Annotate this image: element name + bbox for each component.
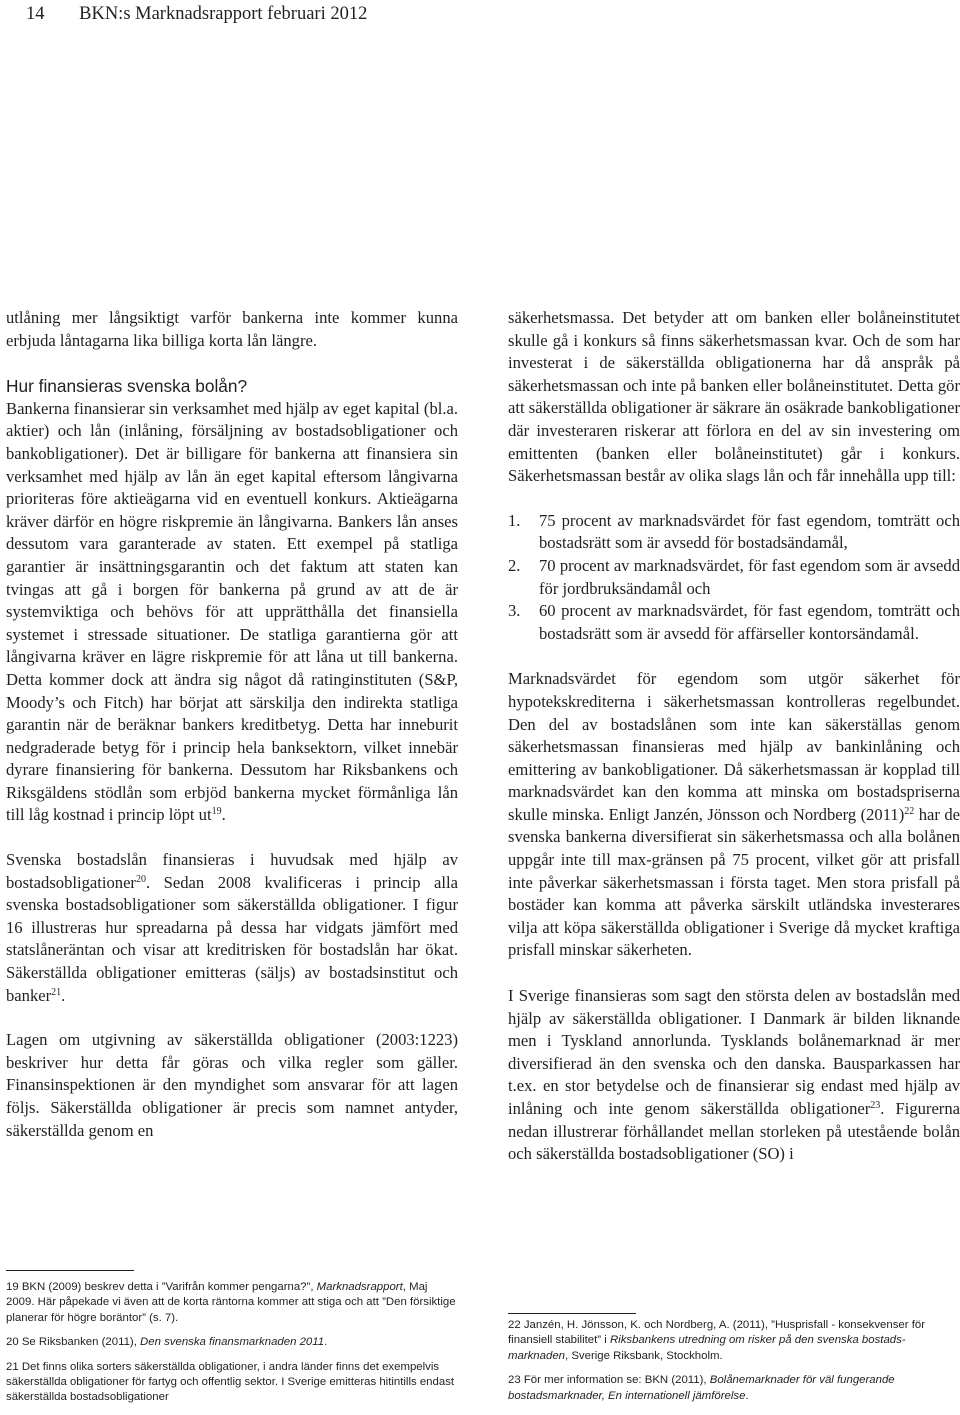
- footnote-ref-22[interactable]: 22: [904, 805, 915, 817]
- paragraph-text: Marknadsvärdet för egendom som utgör säkerhet för hypotekskrediterna i säkerhetsmassan kontrolleras regelbundet. Den del av bostadslånen som inte kan säkerställas genom säkerhetsmassan finansieras med hjälp av bankinlåning och emittering av bankobligationer. Då säkerhetsmassan är kopplad till marknadsvärdet kan den komma att minska om bostadspriserna skulle minska. Enligt Janzén, Jönsson och Nordberg (2011): [508, 669, 960, 824]
- running-title: BKN:s Marknadsrapport februari 2012: [79, 4, 368, 24]
- footnote-text-italic: Marknadsrapport: [316, 1281, 403, 1293]
- footnote-ref-21[interactable]: 21: [51, 986, 62, 998]
- footnote-text: 19 BKN (2009) beskrev detta i ”Varifrån kommer pengarna?”,: [6, 1281, 317, 1293]
- footnote-21: 21 Det finns olika sorters säkerställda obligationer, i andra länder finns det exempelvis säkerställda obligationer för fartyg och offentlig sektor. I Sverige emitteras hitintills endast säkerställda bostadsobligationer: [6, 1360, 455, 1404]
- right-column: [508, 307, 960, 1166]
- footnote-text: .: [745, 1389, 749, 1402]
- footnote-rule: [6, 1270, 134, 1271]
- paragraph: utlåning mer långsiktigt varför bankerna inte kommer kunna erbjuda låntagarna lika billiga korta lån längre.: [6, 308, 458, 350]
- running-header: [26, 4, 367, 25]
- paragraph-text: I Sverige finansieras som sagt den största delen av bostadslån med hjälp av säkerställda obligationer. I Danmark är bilden liknande men i Tyskland annorlunda. Tysklands bolånemarknad är mer diversifierad än den svenska och den danska. Bausparkassen har t.ex. en stor betydelse och de finansierar sig endast med hjälp av inlåning och inte genom säkerställda obligationer: [508, 986, 960, 1118]
- left-column: [6, 307, 458, 1142]
- list-text: 70 procent av marknadsvärdet, för fast egendom som är avsedd för jordbruksändamål och: [539, 555, 960, 598]
- list-text: 75 procent av marknadsvärdet för fast egendom, tomträtt och bostadsrätt som är avsedd för bostadsändamål,: [539, 510, 960, 553]
- footnote-ref-23[interactable]: 23: [870, 1100, 881, 1111]
- left-footnotes: [6, 1280, 458, 1415]
- footnote-rule: [508, 1313, 636, 1314]
- footnote-ref-20[interactable]: 20: [135, 873, 146, 885]
- footnote-ref-19[interactable]: 19: [211, 806, 222, 818]
- list-number: 3.: [508, 601, 521, 621]
- list-number: 1.: [508, 510, 521, 530]
- list-text: 60 procent av marknadsvärdet, för fast egendom, tomträtt och bostadsrätt som är avsedd för affärseller kontorsändamål.: [539, 601, 960, 643]
- list-item: [508, 510, 960, 555]
- page-number: 14: [26, 4, 45, 24]
- footnote-text: , Sverige Riksbank, Stockholm.: [565, 1349, 723, 1362]
- paragraph: [508, 668, 960, 962]
- list-item: [508, 555, 960, 600]
- footnote-text-italic: Riksbankens utredning om risker på den svenska bostadsmarknaden: [508, 1334, 906, 1362]
- footnote-text: 22 Janzén, H. Jönsson, K. och Nordberg, A. (2011), ”Husprisfall - konsekvenser för finansiell stabilitet” i: [508, 1319, 926, 1347]
- paragraph: Lagen om utgivning av säkerställda obligationer (2003:1223) beskriver hur detta får göras och vilka regler som gäller. Finansinspektionen är den myndighet som ansvarar för att lagen följs. Säkerställda obligationer är precis som namnet antyder, säkerställda genom en: [6, 1030, 458, 1140]
- footnote-22: [508, 1318, 960, 1364]
- list-item: [508, 600, 960, 645]
- paragraph-text: .: [61, 985, 66, 1005]
- footnote-text: 20 Se Riksbanken (2011),: [6, 1336, 141, 1349]
- paragraph-text: . Figurerna nedan illustrerar förhållandet mellan storleken på utestående bolån och säkerställda bostadsobligationer (SO) i: [508, 1099, 960, 1164]
- paragraph: [6, 398, 458, 827]
- paragraph-text: har de svenska bankerna diversifierat sin säkerhetsmassa och alla bolånen uppgår inte till max-gränsen på 75 procent, vilket gör att prisfall inte påverkar säkerhetsmassan i första taget. Men stora prisfall på bostäder kan komma att påverka särskilt utländska investerares vilja att köpa säkerställda obligationer i Sverige då mycket kraftiga prisfall minskar säkerheten.: [508, 804, 960, 960]
- right-footnotes: [508, 1318, 960, 1413]
- numbered-list: [508, 510, 960, 646]
- paragraph: säkerhetsmassa. Det betyder att om banken eller bolåneinstitutet skulle gå i konkurs så finns säkerhetsmassan kvar. Och de som har investerat i de säkerställda obligationerna har då anspråk på säkerhetsmassan och inte på banken eller bolåneinstitutet. Detta gör att säkerställda obligationer är säkrare än osäkrade bankobligationer där investeraren riskerar att förlora en del av sin investering om emittenten (banken eller bolåneinstitutet) går i konkurs. Säkerhetsmassan består av olika slags lån och får innehålla upp till:: [508, 308, 960, 486]
- footnote-text-italic: Bolånemarknader för väl fungerande bostadsmarknader, En internationell jämförelse: [508, 1374, 895, 1402]
- footnote-20: [6, 1335, 458, 1350]
- section-heading: Hur finansieras svenska bolån?: [6, 376, 248, 397]
- footnote-text: 23 För mer information se: BKN (2011),: [508, 1374, 710, 1387]
- paragraph-text: . Sedan 2008 kvalificeras i princip alla svenska bostadsobligationer som säkerställda obligationer. I figur 16 illustreras hur spreadarna på dessa har vidgats jämfört med statslåneräntan och visar att kreditrisken för bostadslån har ökat. Säkerställda obligationer emitteras (säljs) av bostadsinstitut och banker: [6, 872, 458, 1005]
- footnote-23: [508, 1373, 960, 1404]
- footnote-text: .: [324, 1336, 328, 1349]
- paragraph-text: Svenska bostadslån finansieras i huvudsak med hjälp av bostadsobligationer: [6, 850, 458, 892]
- footnote-19: [6, 1280, 458, 1326]
- footnote-text: , Maj 2009. Här påpekade vi även att de korta räntorna kommer att stiga och att ”Den försiktige planerar för högre boräntor” (s. 7).: [6, 1281, 456, 1324]
- paragraph-text: Bankerna finansierar sin verksamhet med hjälp av eget kapital (bl.a. aktier) och lån (inlåning, försäljning av bostadsobligationer och bankobligationer). Det är billigare för bankerna att finansiera sin verksamhet med hjälp av lån än eget kapital eftersom långivarna prioriteras före aktieägarna vid en eventuell konkurs. Aktieägarna kräver därför en högre riskpremie än långivarna. Bankers lån anses dessutom vara garanterade av staten. Ett exempel på statliga garantier är insättningsgarantin och det faktum att staten kan tvingas att gå i borgen för bankerna på grund av att de är systemviktiga och behövs för att upprätthålla det finansiella systemet i stressade situationer. De statliga garantierna gör att långivarna kräver en lägre riskpremie för att låna ut till bankerna. Detta kommer dock att ändra sig något då ratinginstituten (S&P, Moody’s och Fitch) har börjat att särskilja den indirekta statliga garantin när de beräknar bankers kreditbetyg. Detta har inneburit nedgraderade betyg för i princip hela banksektorn, vilket innebär dyrare finansiering för bankerna. Dessutom har Riksbankens och Riksgäldens stödlån som erbjöd bankerna mycket förmånliga lån till låg kostnad i princip löpt ut: [6, 398, 459, 825]
- footnote-text-italic: Den svenska finansmarknaden 2011: [140, 1336, 325, 1349]
- list-number: 2.: [508, 555, 521, 575]
- paragraph-text: .: [221, 805, 226, 825]
- paragraph: [508, 985, 960, 1166]
- paragraph: [6, 849, 458, 1007]
